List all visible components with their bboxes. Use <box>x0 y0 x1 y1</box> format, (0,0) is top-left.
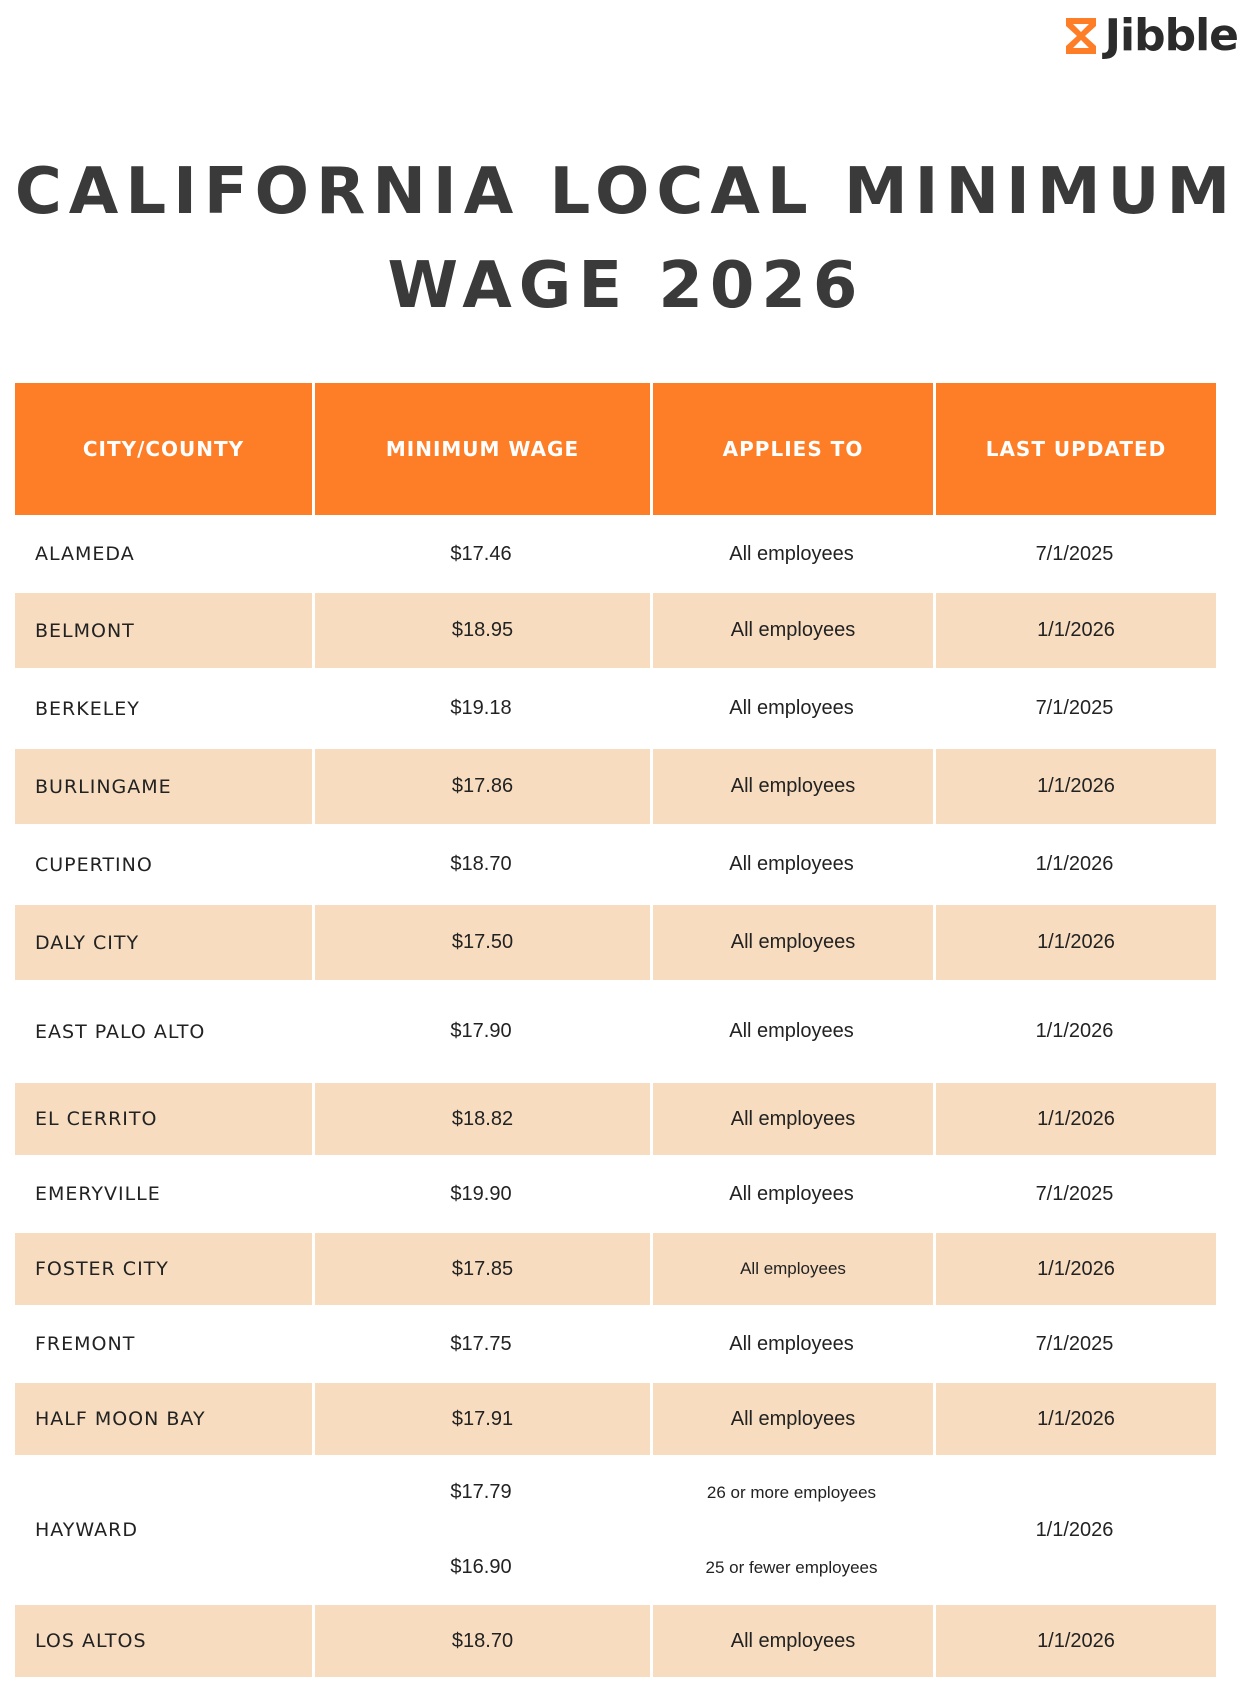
table-row <box>15 980 1216 1083</box>
city-cell: FREMONT <box>35 1333 136 1355</box>
applies-cell: All employees <box>729 853 854 875</box>
table-row <box>15 593 1216 668</box>
wage-cell: $18.70 <box>450 853 512 875</box>
table-row <box>15 515 1216 593</box>
city-cell: BERKELEY <box>35 697 140 720</box>
table-row <box>15 1305 1216 1383</box>
wage-cell: $19.18 <box>450 697 512 719</box>
wage-cell: $17.46 <box>450 542 512 565</box>
wage-table <box>15 383 1216 1677</box>
applies-cell: All employees <box>650 1383 933 1455</box>
table-row <box>15 668 1216 749</box>
applies-tier-2: 25 or fewer employees <box>705 1557 878 1577</box>
applies-cell: All employees <box>729 542 854 565</box>
wage-cell: $17.75 <box>450 1332 512 1355</box>
wage-cell: $18.82 <box>312 1083 650 1155</box>
updated-cell: 1/1/2026 <box>933 1605 1216 1677</box>
wage-cell: $18.70 <box>312 1605 650 1677</box>
table-row <box>15 1383 1216 1455</box>
applies-cell: All employees <box>650 1605 933 1677</box>
city-cell: EMERYVILLE <box>35 1183 161 1205</box>
applies-cell: All employees <box>650 1233 933 1305</box>
table-row <box>15 1083 1216 1155</box>
updated-cell: 1/1/2026 <box>1035 853 1114 875</box>
wage-cell: $17.50 <box>312 905 650 980</box>
applies-cell: All employees <box>650 905 933 980</box>
wage-cell: $19.90 <box>450 1182 512 1205</box>
updated-cell: 7/1/2025 <box>1035 1332 1114 1355</box>
updated-cell: 7/1/2025 <box>1035 697 1114 719</box>
table-row <box>15 1155 1216 1233</box>
applies-cell: All employees <box>650 749 933 824</box>
wage-cell: $17.85 <box>312 1233 650 1305</box>
applies-cell: All employees <box>729 1020 854 1042</box>
applies-cell: All employees <box>729 697 854 719</box>
applies-cell: All employees <box>650 1083 933 1155</box>
applies-tier-1: 26 or more employees <box>706 1482 877 1502</box>
city-cell: HAYWARD <box>35 1519 138 1541</box>
table-row <box>15 1605 1216 1677</box>
city-cell: FOSTER CITY <box>15 1233 312 1305</box>
header-city: CITY/COUNTY <box>15 383 312 515</box>
city-cell: CUPERTINO <box>35 853 153 876</box>
updated-cell: 7/1/2025 <box>1035 542 1114 565</box>
city-cell: DALY CITY <box>15 905 312 980</box>
updated-cell: 7/1/2025 <box>1035 1182 1114 1205</box>
header-applies: APPLIES TO <box>650 383 933 515</box>
header-updated: LAST UPDATED <box>933 383 1216 515</box>
wage-cell: $17.90 <box>450 1020 512 1042</box>
city-cell: BURLINGAME <box>15 749 312 824</box>
table-row <box>15 749 1216 824</box>
city-cell: BELMONT <box>15 593 312 668</box>
city-cell: HALF MOON BAY <box>15 1383 312 1455</box>
updated-cell: 1/1/2026 <box>1035 1518 1114 1541</box>
updated-cell: 1/1/2026 <box>933 1083 1216 1155</box>
wage-cell: $17.91 <box>312 1383 650 1455</box>
wage-tier-2: $16.90 <box>450 1556 512 1578</box>
table-row <box>15 905 1216 980</box>
applies-cell: All employees <box>729 1182 854 1205</box>
applies-cell <box>650 1455 933 1605</box>
wage-cell <box>312 1455 650 1605</box>
updated-cell: 1/1/2026 <box>1035 1020 1114 1042</box>
city-cell: ALAMEDA <box>35 543 135 565</box>
applies-cell: All employees <box>729 1332 854 1355</box>
applies-cell: All employees <box>650 593 933 668</box>
header-wage: MINIMUM WAGE <box>312 383 650 515</box>
updated-cell: 1/1/2026 <box>933 905 1216 980</box>
wage-cell: $17.86 <box>312 749 650 824</box>
brand-name: Jibble <box>1104 10 1238 61</box>
wage-cell: $18.95 <box>312 593 650 668</box>
updated-cell: 1/1/2026 <box>933 593 1216 668</box>
city-cell: EAST PALO ALTO <box>35 1020 206 1043</box>
updated-cell: 1/1/2026 <box>933 1383 1216 1455</box>
table-row <box>15 824 1216 905</box>
table-header <box>15 383 1216 515</box>
city-cell: EL CERRITO <box>15 1083 312 1155</box>
brand-logo <box>1063 10 1238 61</box>
page-title: CALIFORNIA LOCAL MINIMUM WAGE 2026 <box>14 155 1238 323</box>
updated-cell: 1/1/2026 <box>933 749 1216 824</box>
table-row <box>15 1455 1216 1605</box>
hourglass-icon <box>1063 15 1099 57</box>
wage-tier-1: $17.79 <box>450 1481 512 1503</box>
updated-cell: 1/1/2026 <box>933 1233 1216 1305</box>
table-row <box>15 1233 1216 1305</box>
city-cell: LOS ALTOS <box>15 1605 312 1677</box>
